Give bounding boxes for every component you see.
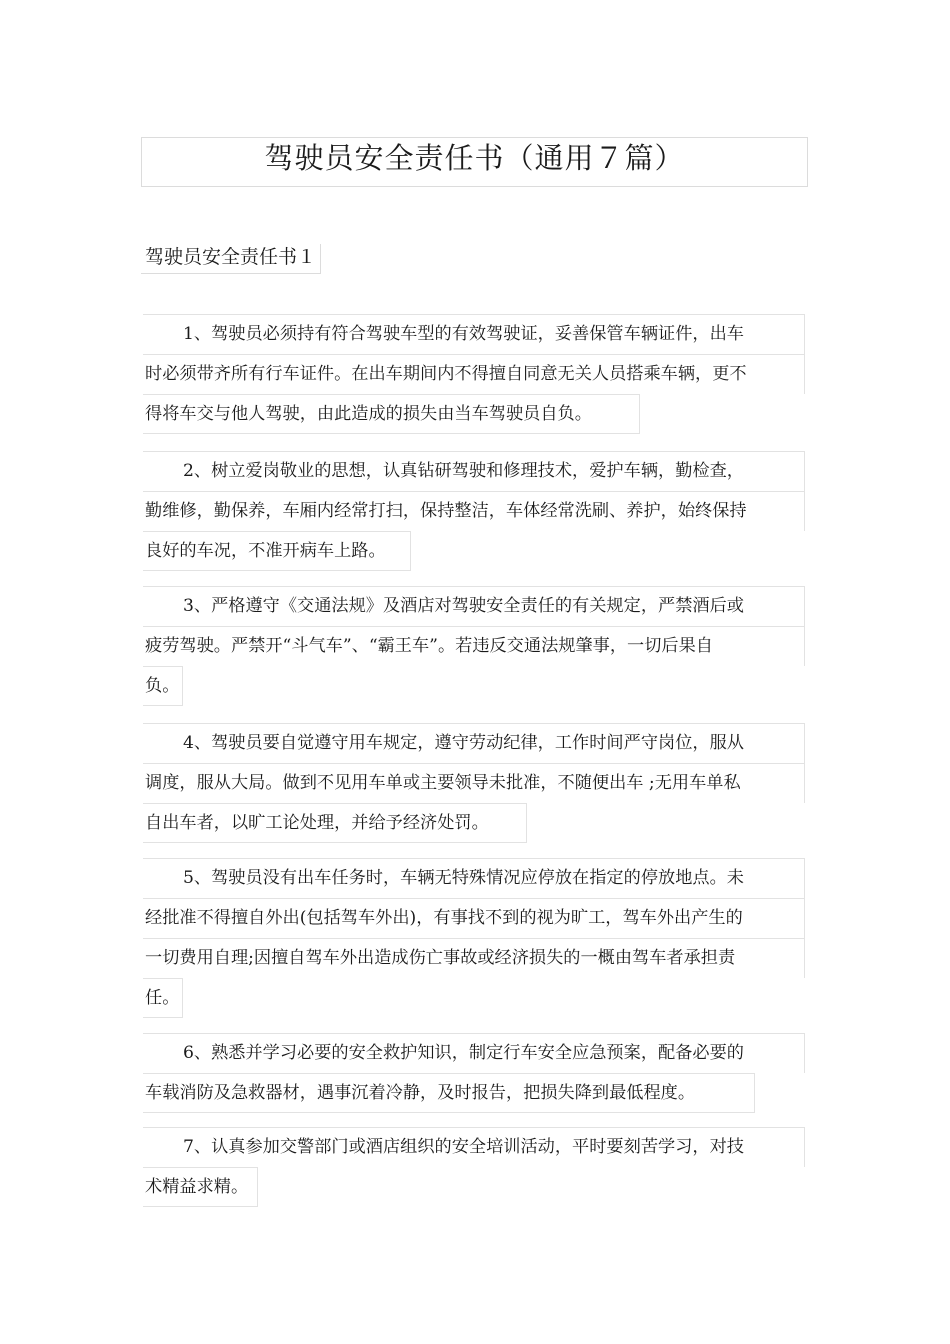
paragraph-line: 负。	[143, 666, 183, 706]
paragraph-line: 1、驾驶员必须持有符合驾驶车型的有效驾驶证，妥善保管车辆证件，出车	[143, 314, 805, 354]
paragraph-line: 术精益求精。	[143, 1167, 258, 1207]
paragraph-5	[143, 858, 805, 1018]
paragraph-line: 调度，服从大局。做到不见用车单或主要领导未批准，不随便出车 ;无用车单私	[143, 763, 805, 803]
paragraph-line: 车载消防及急救器材，遇事沉着冷静，及时报告，把损失降到最低程度。	[143, 1073, 755, 1113]
paragraph-line: 自出车者，以旷工论处理，并给予经济处罚。	[143, 803, 527, 843]
paragraph-6	[143, 1033, 805, 1113]
paragraph-line: 3、严格遵守《交通法规》及酒店对驾驶安全责任的有关规定，严禁酒后或	[143, 586, 805, 626]
paragraph-line: 5、驾驶员没有出车任务时，车辆无特殊情况应停放在指定的停放地点。未	[143, 858, 805, 898]
paragraph-line: 经批准不得擅自外出(包括驾车外出)，有事找不到的视为旷工，驾车外出产生的	[143, 898, 805, 938]
paragraph-line: 得将车交与他人驾驶，由此造成的损失由当车驾驶员自负。	[143, 394, 640, 434]
paragraph-line: 4、驾驶员要自觉遵守用车规定，遵守劳动纪律，工作时间严守岗位，服从	[143, 723, 805, 763]
paragraph-line: 6、熟悉并学习必要的安全救护知识，制定行车安全应急预案，配备必要的	[143, 1033, 805, 1073]
paragraph-line: 2、树立爱岗敬业的思想，认真钻研驾驶和修理技术，爱护车辆，勤检查，	[143, 451, 805, 491]
paragraph-line: 一切费用自理;因擅自驾车外出造成伤亡事故或经济损失的一概由驾车者承担责	[143, 938, 805, 978]
paragraph-2	[143, 451, 805, 571]
document-title: 驾驶员安全责任书（通用７篇）	[141, 137, 808, 187]
paragraph-3	[143, 586, 805, 706]
paragraph-line: 良好的车况，不准开病车上路。	[143, 531, 411, 571]
section-heading: 驾驶员安全责任书１	[141, 244, 321, 274]
paragraph-line: 时必须带齐所有行车证件。在出车期间内不得擅自同意无关人员搭乘车辆，更不	[143, 354, 805, 394]
paragraph-line: 疲劳驾驶。严禁开“斗气车”、“霸王车”。若违反交通法规肇事，一切后果自	[143, 626, 805, 666]
paragraph-line: 任。	[143, 978, 183, 1018]
paragraph-4	[143, 723, 805, 843]
paragraph-line: 勤维修，勤保养，车厢内经常打扫，保持整洁，车体经常洗刷、养护，始终保持	[143, 491, 805, 531]
paragraph-7	[143, 1127, 805, 1207]
paragraph-1	[143, 314, 805, 434]
paragraph-line: 7、认真参加交警部门或酒店组织的安全培训活动，平时要刻苦学习，对技	[143, 1127, 805, 1167]
